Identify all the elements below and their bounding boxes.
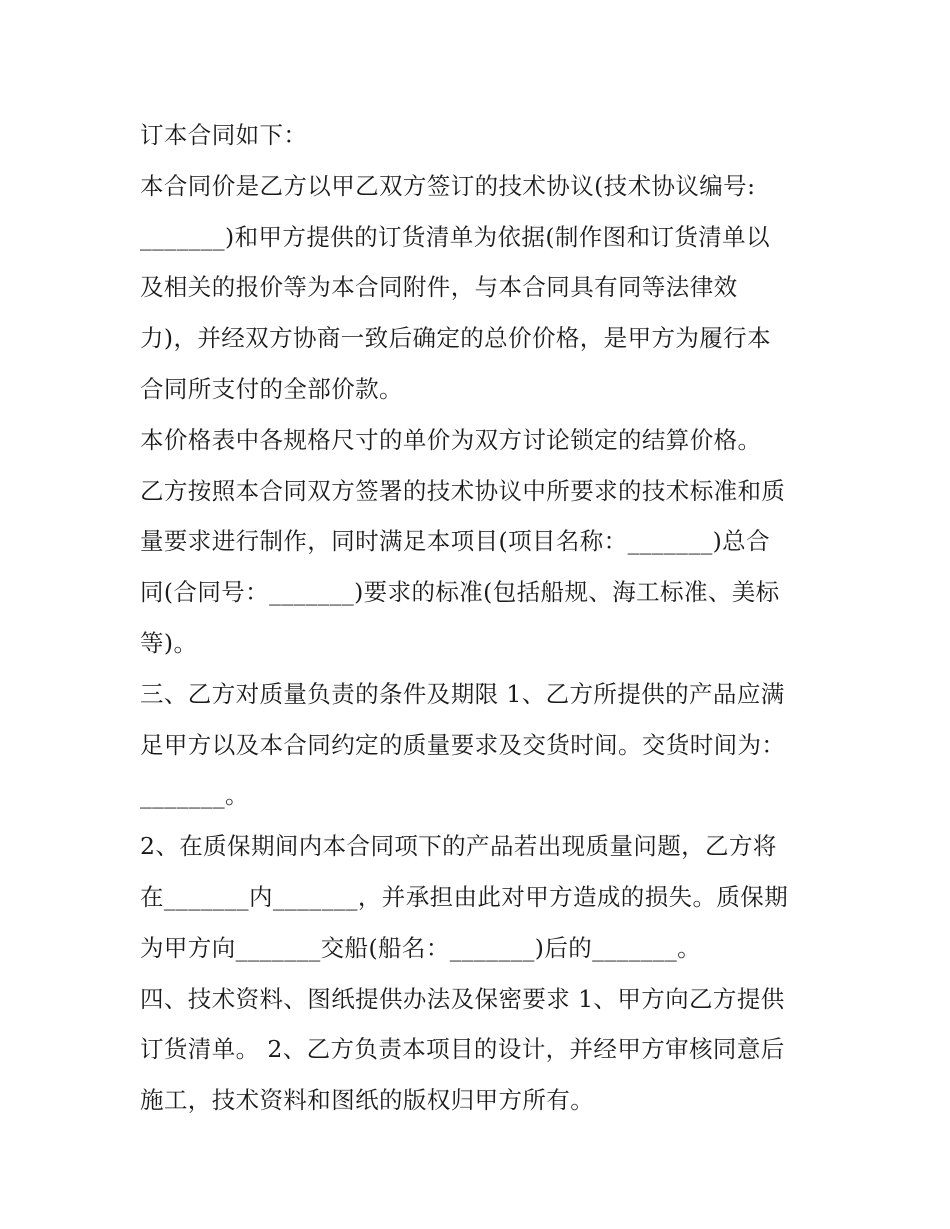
text-line: 四、技术资料、图纸提供办法及保密要求 1、甲方向乙方提供 (140, 984, 785, 1013)
contract-text (140, 110, 820, 1126)
text-line: 及相关的报价等为本合同附件，与本合同具有同等法律效 (140, 273, 738, 302)
text-line: 三、乙方对质量负责的条件及期限 1、乙方所提供的产品应满 (140, 679, 785, 708)
text-line: 本价格表中各规格尺寸的单价为双方讨论锁定的结算价格。 (140, 425, 762, 454)
text-line: 等)。 (140, 628, 198, 657)
text-line: _______。 (140, 781, 249, 810)
text-line: 同(合同号：_______)要求的标准(包括船规、海工标准、美标 (140, 578, 780, 607)
text-line: 力)，并经双方协商一致后确定的总价价格，是甲方为履行本 (140, 324, 771, 353)
text-line: 本合同价是乙方以甲乙双方签订的技术协议(技术协议编号: (140, 171, 756, 200)
text-line: 为甲方向_______交船(船名：_______)后的_______。 (140, 933, 702, 962)
text-line: 量要求进行制作，同时满足本项目(项目名称：_______)总合 (140, 527, 770, 556)
text-line: 在_______内_______，并承担由此对甲方造成的损失。质保期 (140, 882, 789, 911)
text-line: 2、在质保期间内本合同项下的产品若出现质量问题，乙方将 (140, 832, 777, 861)
text-line: 订货清单。 2、乙方负责本项目的设计，并经甲方审核同意后 (140, 1035, 785, 1064)
text-line: 乙方按照本合同双方签署的技术协议中所要求的技术标准和质 (140, 476, 786, 505)
text-line: 施工，技术资料和图纸的版权归甲方所有。 (140, 1086, 595, 1115)
text-line: 足甲方以及本合同约定的质量要求及交货时间。交货时间为： (140, 730, 786, 759)
text-line: 合同所支付的全部价款。 (140, 374, 403, 403)
text-line: 订本合同如下： (140, 121, 308, 149)
text-line: _______)和甲方提供的订货清单为依据(制作图和订货清单以 (140, 222, 770, 251)
